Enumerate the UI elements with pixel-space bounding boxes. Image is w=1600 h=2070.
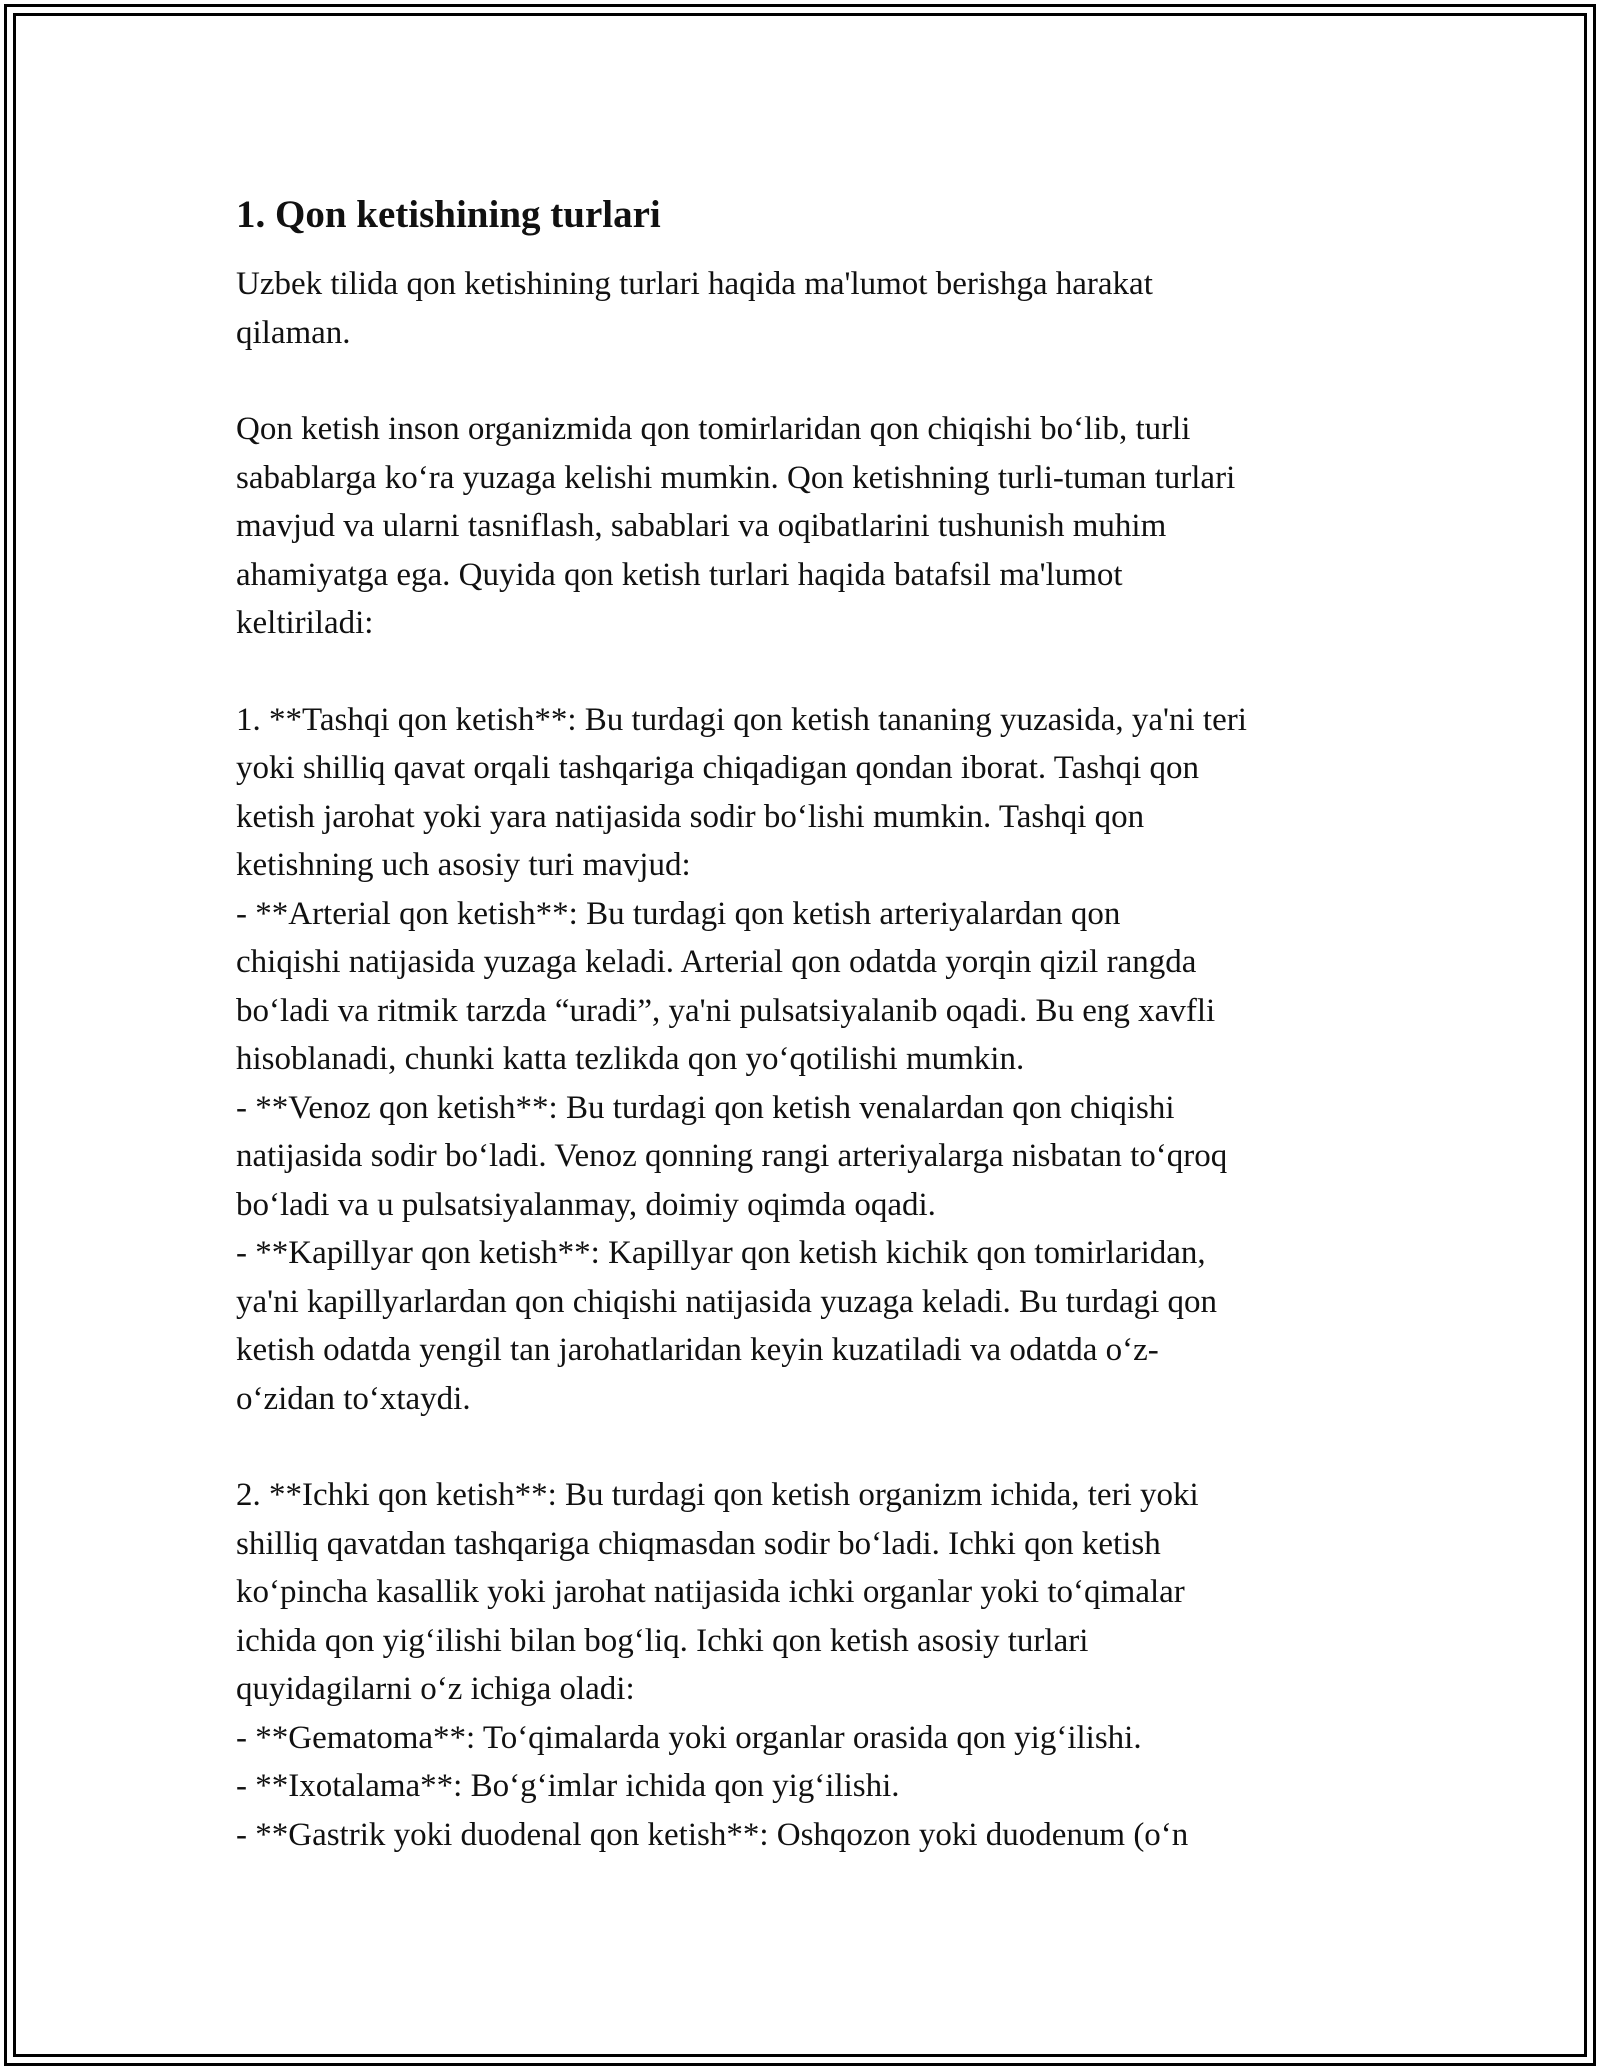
section-heading: 1. Qon ketishining turlari bbox=[236, 193, 661, 236]
internal-bleeding-paragraph: 2. **Ichki qon ketish**: Bu turdagi qon ketish organizm ichida, teri yoki shilliq qavatdan tashqariga chiqmasdan sodir bo‘ladi. Ichki qon ketish ko‘pincha kasallik yoki jarohat natijasida ichki organlar yoki to‘qimalar ichida qon yig‘ilishi bilan bog‘liq. Ichki qon ketish asosiy turlari quyidagilarni o‘z ichiga oladi: - **Gematoma**: To‘qimalarda yoki organlar orasida qon yig‘ilishi. - **Ixotalama**: Bo‘g‘imlar ichida qon yig‘ilishi. - **Gastrik yoki duodenal qon ketish**: Oshqozon yoki duodenum (o‘n bbox=[236, 1477, 1199, 1853]
document-body bbox=[236, 188, 1366, 1859]
overview-paragraph: Qon ketish inson organizmida qon tomirlaridan qon chiqishi bo‘lib, turli sabablarga ko‘ra yuzaga kelishi mumkin. Qon ketishning turli-tuman turlari mavjud va ularni tasniflash, sabablari va oqibatlarini tushunish muhim ahamiyatga ega. Quyida qon ketish turlari haqida batafsil ma'lumot keltiriladi: bbox=[236, 411, 1236, 641]
paragraph-spacer bbox=[236, 357, 1366, 405]
intro-paragraph: Uzbek tilida qon ketishining turlari haqida ma'lumot berishga harakat qilaman. bbox=[236, 266, 1153, 351]
external-bleeding-paragraph: 1. **Tashqi qon ketish**: Bu turdagi qon ketish tananing yuzasida, ya'ni teri yoki shilliq qavat orqali tashqariga chiqadigan qondan iborat. Tashqi qon ketish jarohat yoki yara natijasida sodir bo‘lishi mumkin. Tashqi qon ketishning uch asosiy turi mavjud: - **Arterial qon ketish**: Bu turdagi qon ketish arteriyalardan qon chiqishi natijasida yuzaga keladi. Arterial qon odatda yorqin qizil rangda bo‘ladi va ritmik tarzda “uradi”, ya'ni pulsatsiyalanib oqadi. Bu eng xavfli hisoblanadi, chunki katta tezlikda qon yo‘qotilishi mumkin. - **Venoz qon ketish**: Bu turdagi qon ketish venalardan qon chiqishi natijasida sodir bo‘ladi. Venoz qonning rangi arteriyalarga nisbatan to‘qroq bo‘ladi va u pulsatsiyalanmay, doimiy oqimda oqadi. - **Kapillyar qon ketish**: Kapillyar qon ketish kichik qon tomirlaridan, ya'ni kapillyarlardan qon chiqishi natijasida yuzaga keladi. Bu turdagi qon ketish odatda yengil tan jarohatlaridan keyin kuzatiladi va odatda o‘z- o‘zidan to‘xtaydi. bbox=[236, 701, 1247, 1417]
paragraph-spacer bbox=[236, 1423, 1366, 1471]
paragraph-spacer bbox=[236, 648, 1366, 696]
